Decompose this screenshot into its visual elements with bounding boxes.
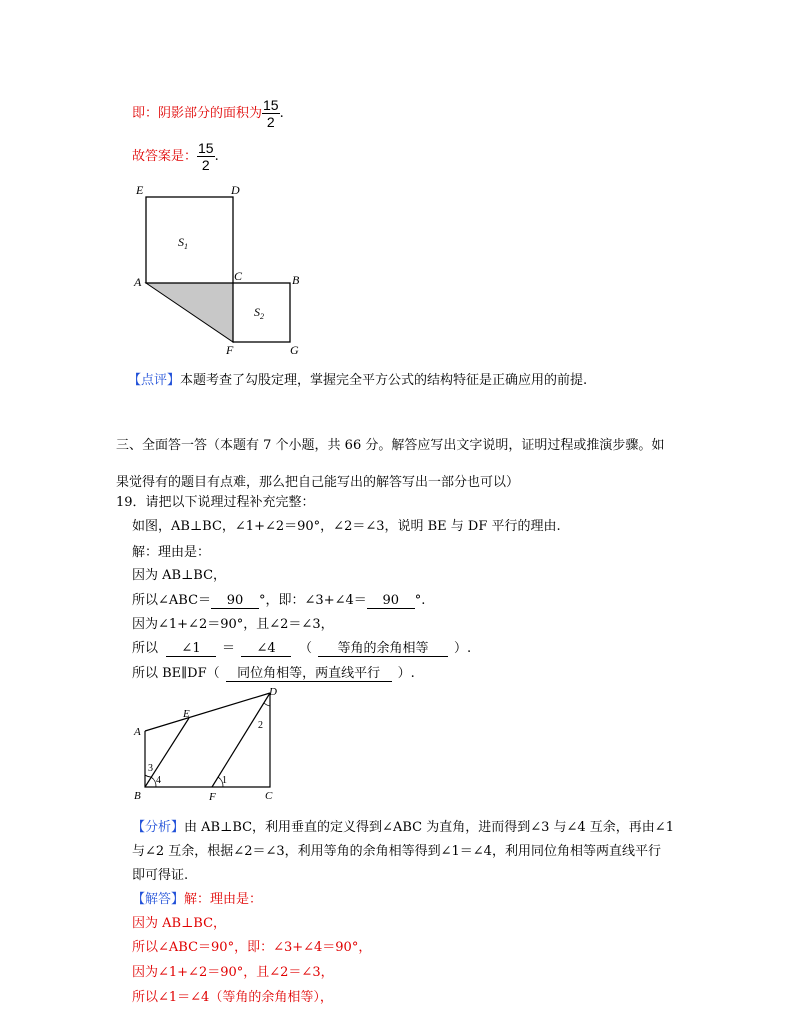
label-b: B — [292, 273, 300, 287]
section-heading-line1: 三、全面答一答（本题有 7 个小题，共 66 分。解答应写出文字说明，证明过程或推演步骤。如 — [116, 438, 665, 453]
angle-2-label: 2 — [258, 720, 263, 731]
fill-blank-4: ∠4 — [241, 641, 291, 657]
label-a: A — [134, 275, 142, 289]
fraction: $\frac{15}{2}$ — [198, 140, 214, 173]
question-19-stem: 如图，AB⊥BC，∠1+∠2＝90°，∠2＝∠3，说明 BE 与 DF 平行的理由. — [132, 519, 561, 534]
fill-blank-2: 90 — [367, 593, 415, 609]
q19-line-given: 因为∠1+∠2＝90°，且∠2＝∠3， — [132, 617, 334, 632]
fill-blank-6: 同位角相等，两直线平行 — [226, 662, 392, 682]
label-g: G — [290, 343, 299, 357]
answer-head: 【解答】解：理由是： — [132, 892, 263, 907]
parallel-lines-figure — [125, 684, 285, 806]
q19-line-because: 因为 AB⊥BC， — [132, 568, 227, 583]
analysis-line3: 即可得证. — [132, 868, 189, 883]
label-f: F — [209, 791, 216, 803]
section-heading-line2: 果觉得有的题目有点难，那么把自己能写出的解答写出一部分也可以） — [116, 475, 520, 490]
label-d: D — [231, 183, 240, 197]
fill-blank-1: 90 — [211, 593, 259, 609]
angle-1-label: 1 — [222, 775, 227, 786]
analysis-line2: 与∠2 互余，根据∠2＝∠3，利用等角的余角相等得到∠1＝∠4，利用同位角相等两直线平行 — [132, 844, 661, 859]
square-s1 — [146, 197, 233, 283]
answer-line-1: 因为 AB⊥BC， — [132, 916, 227, 931]
q19-line-abc: 所以∠ABC＝ 90 °，即：∠3+∠4＝ 90 °. — [132, 593, 426, 608]
label-b: B — [134, 790, 141, 802]
label-s2: $S_2$ — [254, 305, 264, 321]
fraction: $\frac{15}{2}$ — [263, 97, 279, 130]
squares-figure — [120, 180, 320, 360]
comment-tag: 【点评】 — [128, 373, 181, 388]
label-e: E — [136, 183, 144, 197]
shaded-triangle — [146, 283, 233, 342]
analysis-line1: 【分析】由 AB⊥BC，利用垂直的定义得到∠ABC 为直角，进而得到∠3 与∠4 互余，再由∠1 — [132, 820, 674, 835]
label-e: E — [183, 708, 190, 720]
fill-blank-3: ∠1 — [166, 641, 216, 657]
angle-4-label: 4 — [156, 775, 161, 786]
fill-blank-5: 等角的余角相等 — [318, 637, 448, 657]
q19-line-angles: 所以 ∠1 ＝ ∠4 （ 等角的余角相等 ）. — [132, 637, 471, 657]
answer-line-3: 因为∠1+∠2＝90°，且∠2＝∠3， — [132, 965, 334, 980]
answer-text: 故答案是： — [132, 149, 198, 164]
q19-line-reason: 解：理由是： — [132, 545, 211, 560]
q19-line-parallel: 所以 BE∥DF（ 同位角相等，两直线平行 ）. — [132, 662, 415, 682]
answer-line-2: 所以∠ABC＝90°，即：∠3+∠4＝90°， — [132, 940, 372, 955]
label-d: D — [269, 686, 277, 698]
line-be — [145, 718, 189, 787]
label-f: F — [226, 343, 234, 357]
label-a: A — [134, 726, 141, 738]
answer-line-4: 所以∠1＝∠4（等角的余角相等）， — [132, 990, 333, 1005]
line-df — [212, 693, 270, 787]
answer-tag: 【解答】 — [132, 892, 185, 907]
comment-line — [128, 369, 587, 388]
label-s1: $S_1$ — [178, 235, 188, 251]
answer-line: 故答案是： $\frac{15}{2}$ . — [132, 140, 219, 173]
shaded-area-text: 即：阴影部分的面积为 — [132, 106, 263, 121]
line-ad — [145, 693, 270, 731]
question-19-title: 19．请把以下说理过程补充完整： — [116, 495, 315, 510]
shaded-area-line: 即：阴影部分的面积为 $\frac{15}{2}$ . — [132, 97, 284, 130]
angle-3-label: 3 — [148, 763, 153, 774]
analysis-tag: 【分析】 — [132, 820, 185, 835]
comment-text: 本题考查了勾股定理，掌握完全平方公式的结构特征是正确应用的前提. — [180, 373, 588, 388]
label-c: C — [265, 790, 273, 802]
label-c: C — [234, 269, 243, 283]
